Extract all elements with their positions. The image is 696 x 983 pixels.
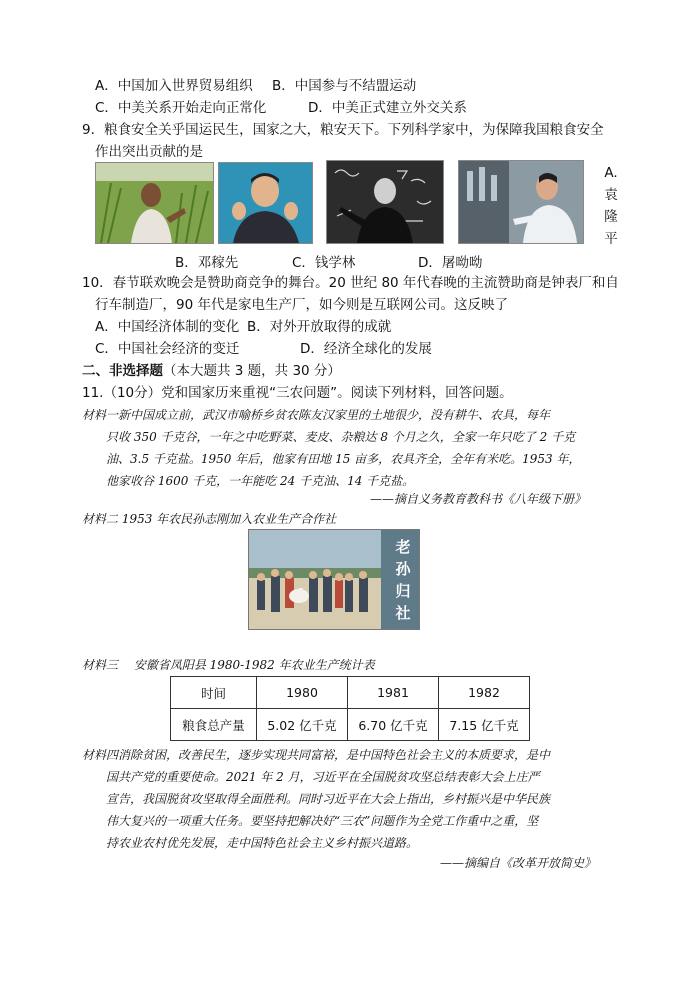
material-4-line3: 宣告，我国脱贫攻坚取得全面胜利。同时习近平在大会上指出，乡村振兴是中华民族 xyxy=(106,792,551,806)
q8-option-a: A．中国加入世界贸易组织 xyxy=(95,78,253,94)
table-cell: 7.15 亿千克 xyxy=(439,709,530,741)
poster-title: 老孙归社 xyxy=(395,538,411,622)
q9-option-a-char: 隆 xyxy=(604,209,618,225)
material-4-line2: 国共产党的重要使命。2021 年 2 月，习近平在全国脱贫攻坚总结表彰大会上庄严 xyxy=(106,770,540,784)
poster-lao-sun-gui-she xyxy=(248,529,420,630)
material-4-source: ——摘编自《改革开放简史》 xyxy=(440,856,597,870)
material-1-source: ——摘自义务教育教科书《八年级下册》 xyxy=(370,492,587,506)
table-header-cell: 时间 xyxy=(171,677,257,709)
q10-option-d: D．经济全球化的发展 xyxy=(300,341,432,357)
table-row xyxy=(171,709,530,741)
section-heading xyxy=(82,361,341,381)
photo-scientist-lab xyxy=(458,160,584,244)
q9-option-d: D．屠呦呦 xyxy=(418,255,483,271)
q10-option-c: C．中国社会经济的变迁 xyxy=(95,341,240,357)
table-header-cell: 1982 xyxy=(439,677,530,709)
q9-option-a-char: 平 xyxy=(604,231,618,247)
section-title: 二、非选择题 xyxy=(82,363,163,379)
material-2-caption: 材料二 1953 年农民孙志刚加入农业生产合作社 xyxy=(82,512,337,526)
q8-option-b: B．中国参与不结盟运动 xyxy=(272,78,417,94)
q10-option-b: B．对外开放取得的成就 xyxy=(247,319,392,335)
q8-option-c: C．中美关系开始走向正常化 xyxy=(95,100,267,116)
material-4-line1: 材料四消除贫困，改善民生，逐步实现共同富裕，是中国特色社会主义的本质要求，是中 xyxy=(82,748,551,762)
q10-option-a: A．中国经济体制的变化 xyxy=(95,319,240,335)
photo-scientist-blackboard xyxy=(326,160,444,244)
material-4-line4: 伟大复兴的一项重大任务。要坚持把解决好“三农”问题作为全党工作重中之重，坚 xyxy=(106,814,539,828)
table-cell: 6.70 亿千克 xyxy=(348,709,439,741)
q9-stem-line2: 作出突出贡献的是 xyxy=(95,144,203,160)
table-row xyxy=(171,677,530,709)
q10-stem-line1: 10．春节联欢晚会是赞助商竞争的舞台。20 世纪 80 年代春晚的主流赞助商是钟表厂和自 xyxy=(82,275,619,291)
q9-option-b: B．邓稼先 xyxy=(175,255,239,271)
q10-stem-line2: 行车制造厂，90 年代是家电生产厂，如今则是互联网公司。这反映了 xyxy=(95,297,508,313)
q9-option-a-vertical xyxy=(602,162,620,250)
q9-stem-line1: 9．粮食安全关乎国运民生，国家之大，粮安天下。下列科学家中，为保障我国粮食安全 xyxy=(82,122,604,138)
q9-option-c: C．钱学林 xyxy=(292,255,356,271)
table-cell: 5.02 亿千克 xyxy=(257,709,348,741)
material-1-line4: 他家收谷 1600 千克，一年能吃 24 千克油、14 千克盐。 xyxy=(106,474,415,488)
photo-scientist-portrait xyxy=(218,162,313,244)
photo-scientist-rice-field xyxy=(95,162,214,244)
section-note: （本大题共 3 题，共 30 分） xyxy=(163,363,341,379)
stat-table xyxy=(170,676,530,741)
q8-option-d: D．中美正式建立外交关系 xyxy=(308,100,467,116)
q9-option-a-char: A. xyxy=(604,165,618,181)
table-header-cell: 1981 xyxy=(348,677,439,709)
q9-option-a-char: 袁 xyxy=(604,187,618,203)
material-3-caption: 材料三 安徽省凤阳县 1980-1982 年农业生产统计表 xyxy=(82,658,375,672)
table-header-cell: 1980 xyxy=(257,677,348,709)
material-1-line2: 只收 350 千克谷，一年之中吃野菜、麦皮、杂粮达 8 个月之久，全家一年只吃了 2 千克 xyxy=(106,430,576,444)
table-row-label: 粮食总产量 xyxy=(171,709,257,741)
material-1-line1: 材料一新中国成立前，武汉市喻桥乡贫农陈友汉家里的土地很少，没有耕牛、农具，每年 xyxy=(82,408,551,422)
material-1-line3: 油、3.5 千克盐。1950 年后，他家有田地 15 亩多，农具齐全，全年有米吃。1953 年， xyxy=(106,452,581,466)
q11-intro: 11.（10分）党和国家历来重视“三农问题”。阅读下列材料，回答问题。 xyxy=(82,385,513,401)
material-4-line5: 持农业农村优先发展，走中国特色社会主义乡村振兴道路。 xyxy=(106,836,419,850)
